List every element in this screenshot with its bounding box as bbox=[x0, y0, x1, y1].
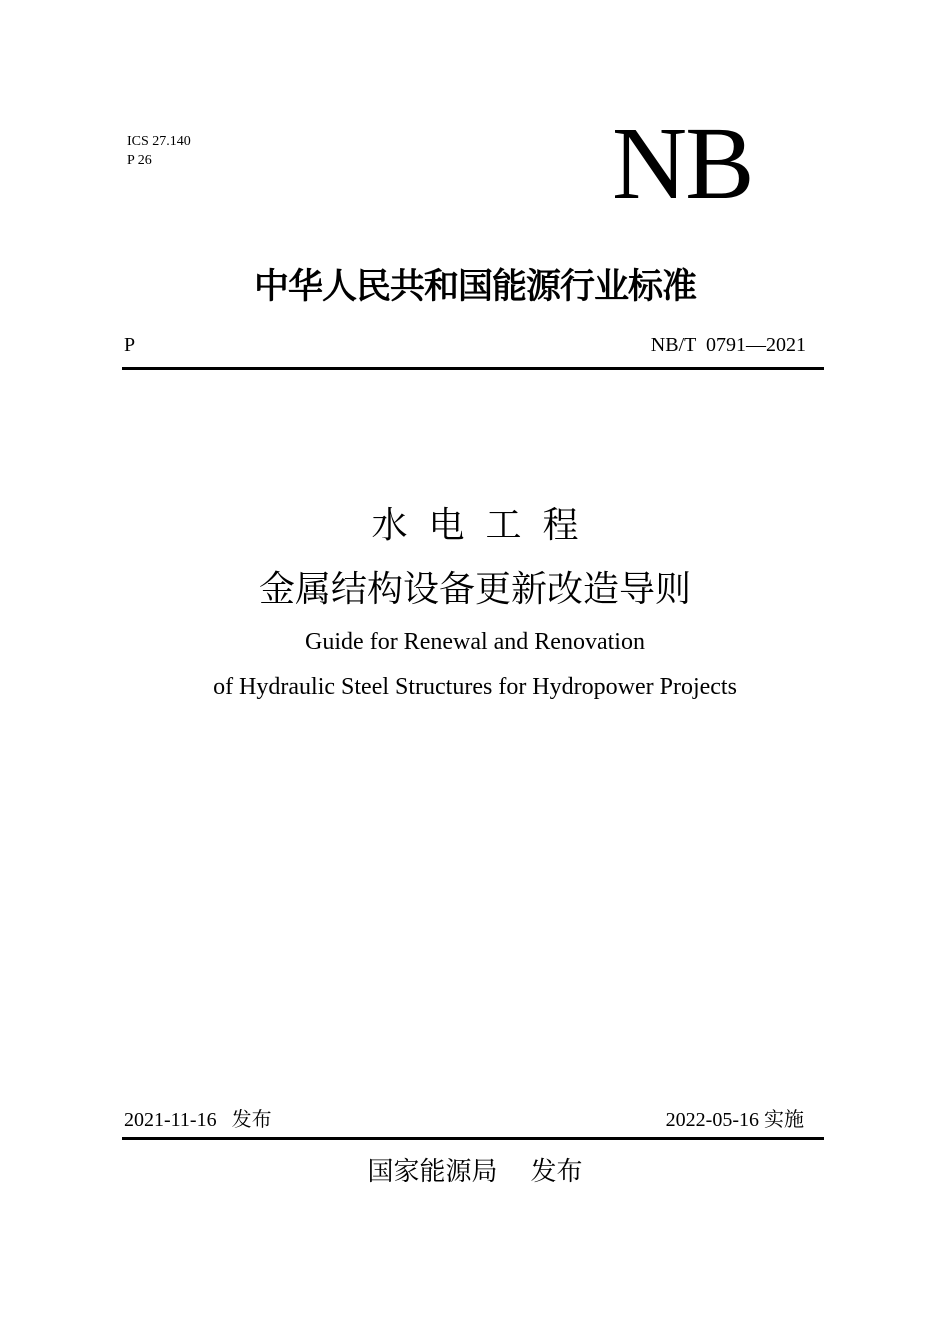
standard-number: NB/T 0791—2021 bbox=[650, 334, 806, 356]
nb-logo: NB bbox=[612, 106, 753, 221]
issuer-block bbox=[0, 1152, 950, 1192]
implementation-date: 2022-05-16 bbox=[665, 1109, 759, 1131]
issue-date-block bbox=[124, 1104, 272, 1135]
ics-classification-block bbox=[127, 132, 191, 170]
title-cn-line2: 金属结构设备更新改造导则 bbox=[258, 569, 691, 610]
standard-category-title: 中华人民共和国能源行业标准 bbox=[253, 267, 696, 307]
issue-date: 2021-11-16 bbox=[124, 1109, 217, 1131]
title-en-line1: Guide for Renewal and Renovation bbox=[305, 629, 645, 655]
implementation-date-block bbox=[666, 1104, 804, 1135]
title-cn-line1: 水电工程 bbox=[371, 505, 600, 546]
top-divider bbox=[122, 367, 824, 370]
issue-label: 发布 bbox=[231, 1107, 272, 1131]
title-en-line2: of Hydraulic Steel Structures for Hydropower Projects bbox=[213, 674, 737, 700]
issuer-action: 发布 bbox=[530, 1157, 583, 1187]
issuer-name: 国家能源局 bbox=[367, 1157, 498, 1187]
implementation-label: 实施 bbox=[764, 1107, 804, 1131]
classification-code: P bbox=[124, 334, 136, 356]
ics-code: ICS 27.140 bbox=[127, 134, 191, 149]
class-code-line: P 26 bbox=[127, 153, 152, 168]
bottom-divider bbox=[122, 1137, 824, 1140]
